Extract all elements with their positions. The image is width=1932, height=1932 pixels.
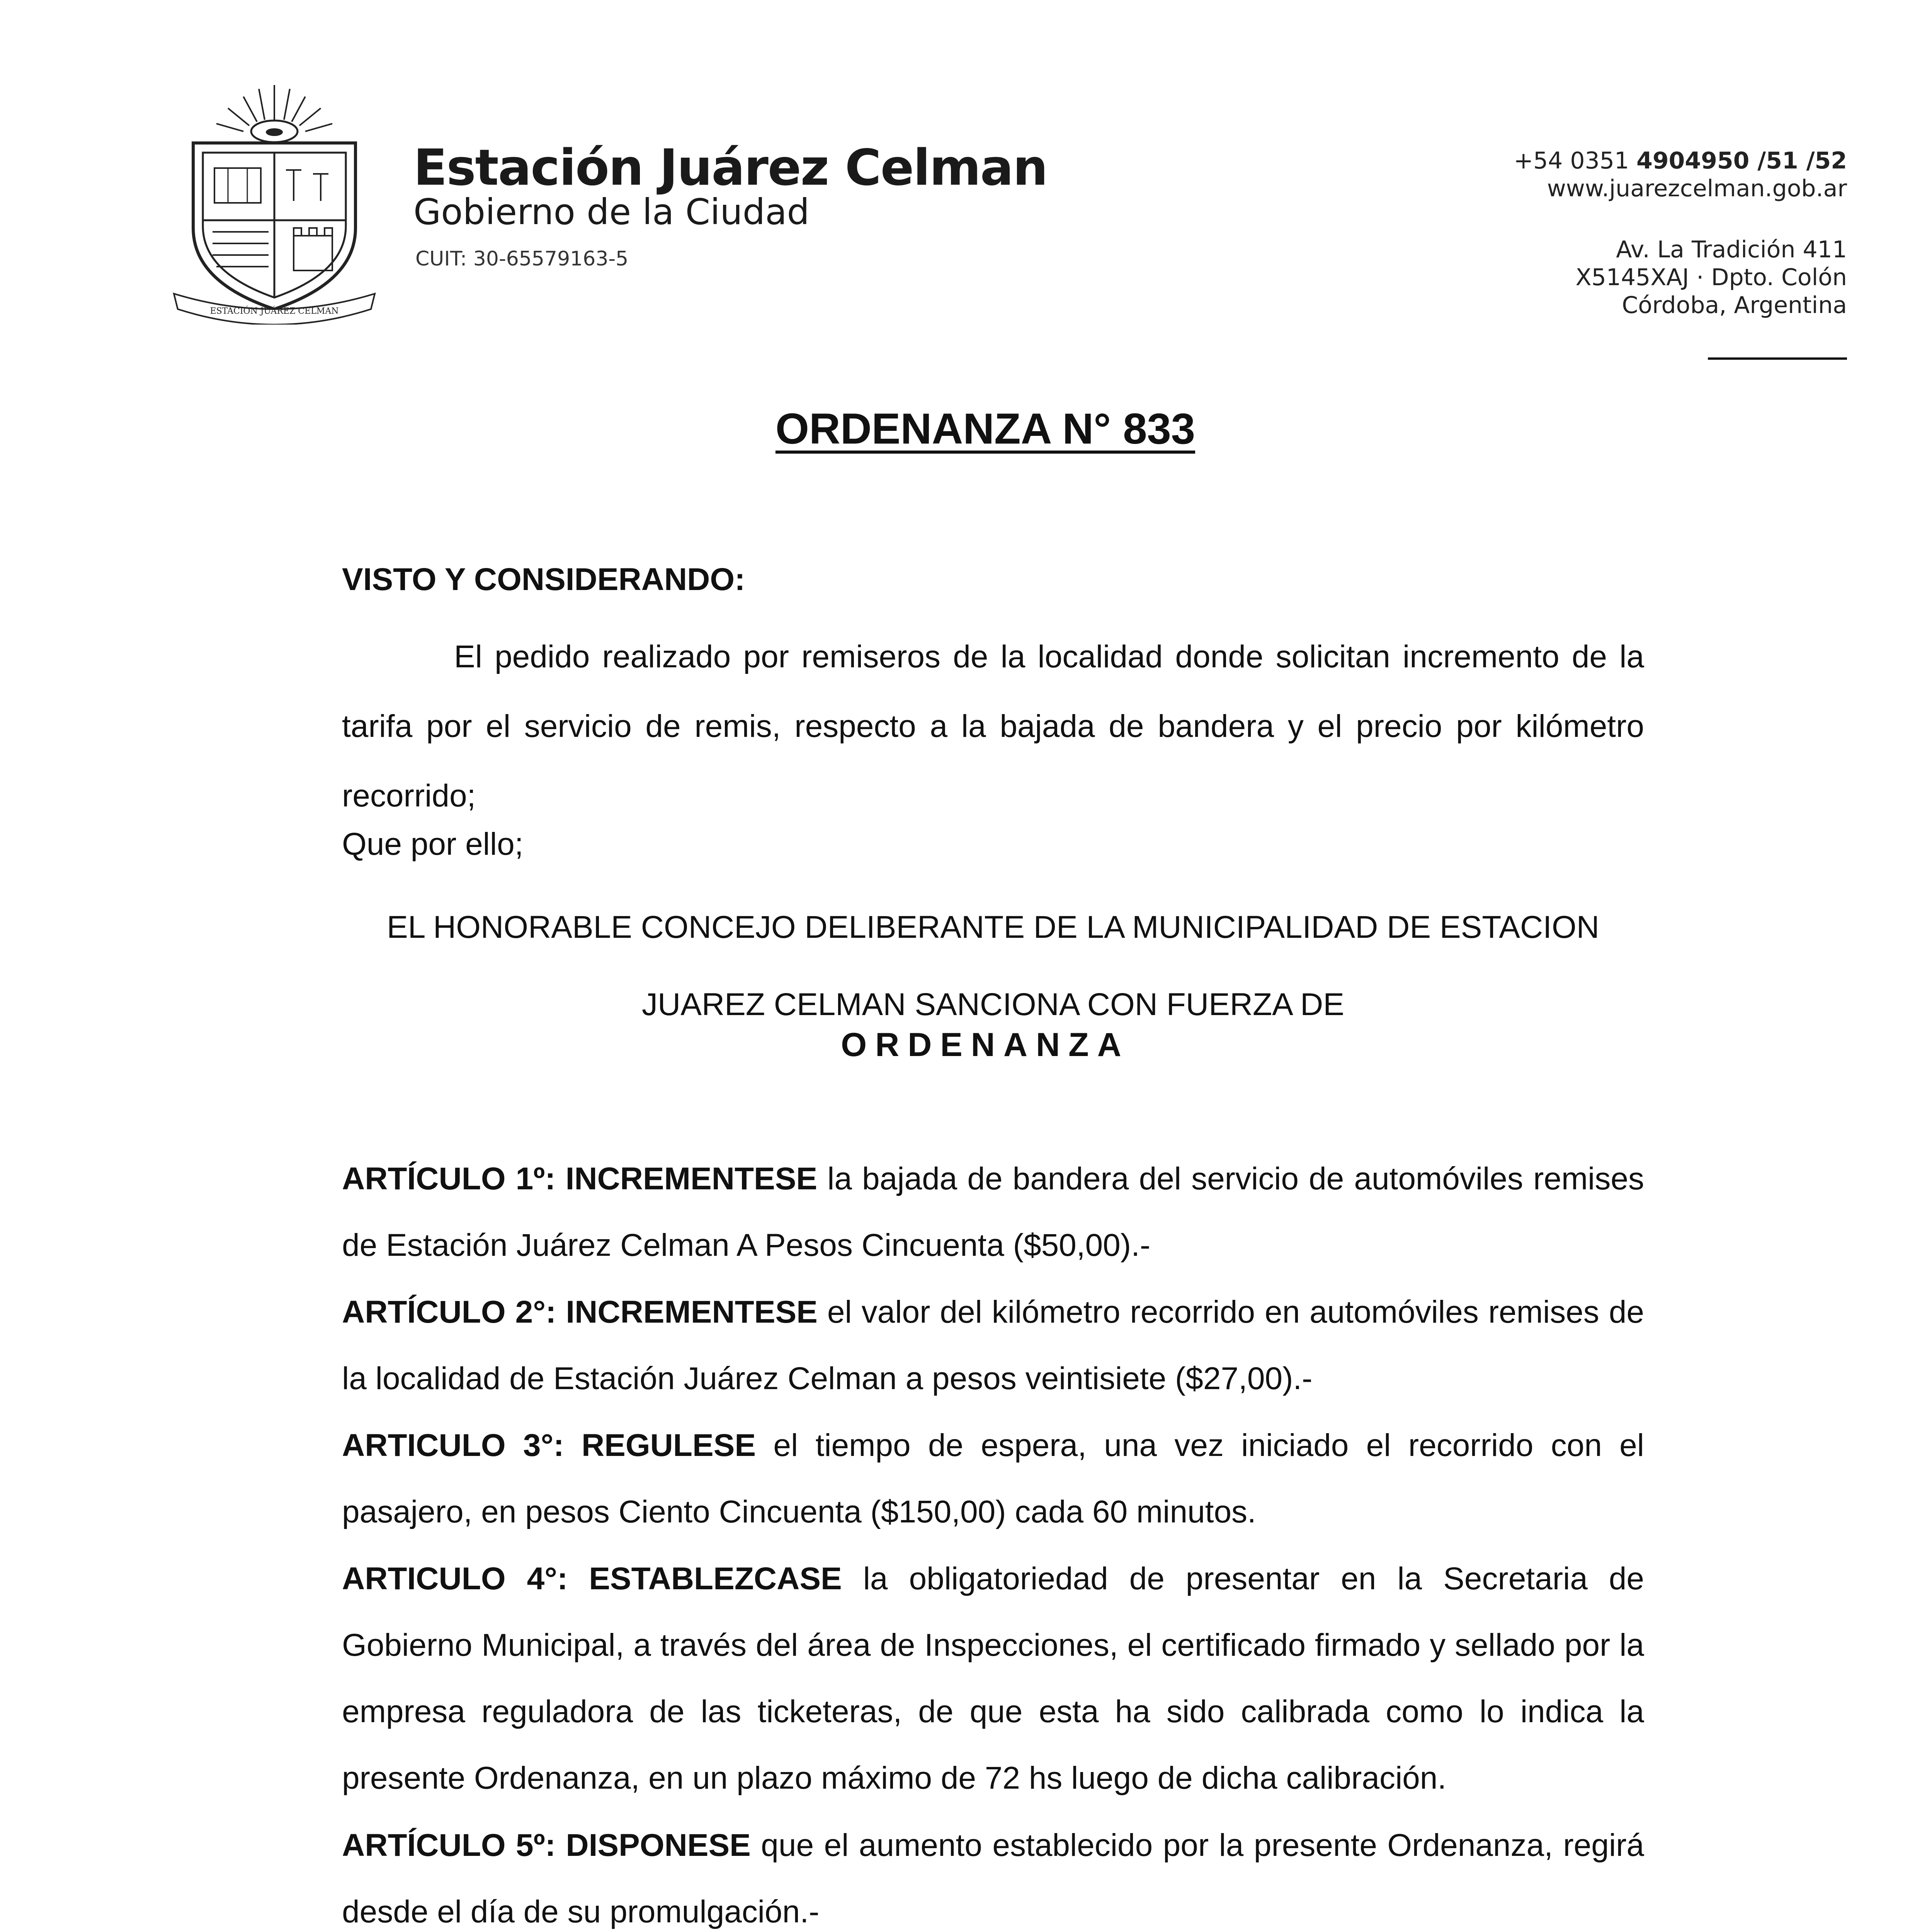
article-label: ARTICULO 3°: [342,1428,564,1463]
article-text: el valor del kilómetro recorrido en automóviles remises de la localidad de Estación Juárez Celman a pesos veintisiete ($27,00).- [342,1294,1644,1396]
article-label: ARTÍCULO 5º: [342,1828,556,1863]
document-title-wrap [0,404,1932,454]
article-text: que el aumento establecido por la presente Ordenanza, regirá desde el día de su promulgación.- [342,1828,1644,1929]
address-line: Av. La Tradición 411 [1616,236,1847,263]
article [342,1146,1644,1279]
address-line: Córdoba, Argentina [1622,292,1847,319]
phone-ext: /51 /52 [1749,147,1847,174]
ordenanza-heading: ORDENANZA [841,1026,1130,1063]
article-label: ARTÍCULO 1º: [342,1161,556,1196]
article [342,1546,1644,1811]
phone-line [1514,147,1847,175]
header-divider [1708,357,1847,360]
article [342,1812,1644,1932]
article-verb: INCREMENTESE [566,1294,818,1330]
sanction-statement: EL HONORABLE CONCEJO DELIBERANTE DE LA MUNICIPALIDAD DE ESTACION JUAREZ CELMAN SANCIONA CON FUERZA DE [387,910,1599,1022]
address-line: X5145XAJ · Dpto. Colón [1575,264,1847,291]
org-subtitle: Gobierno de la Ciudad [413,191,810,233]
article [342,1279,1644,1412]
article-label: ARTÍCULO 2°: [342,1294,556,1330]
article-verb: DISPONESE [566,1828,751,1863]
contact-block [1514,147,1847,202]
article-verb: INCREMENTESE [565,1161,818,1196]
crest-ribbon-text: ESTACIÓN JUÁREZ CELMAN [210,306,339,316]
org-name: Estación Juárez Celman [413,139,1048,197]
article-text: la bajada de bandera del servicio de automóviles remises de Estación Juárez Celman A Pesos Cincuenta ($50,00).- [342,1161,1644,1263]
considerando-paragraph: El pedido realizado por remiseros de la localidad donde solicitan incremento de la tarifa por el servicio de remis, respecto a la bajada de bandera y el precio por kilómetro recorrido; [342,639,1644,813]
article [342,1412,1644,1545]
phone-main: 4904950 [1636,147,1750,174]
que-por-ello: Que por ello; [342,827,524,862]
document-title: ORDENANZA N° 833 [775,405,1196,453]
phone-prefix: +54 0351 [1514,147,1637,174]
visto-heading: VISTO Y CONSIDERANDO: [342,562,745,597]
municipal-crest-logo [170,77,379,325]
article-text: el tiempo de espera, una vez iniciado el recorrido con el pasajero, en pesos Ciento Cincuenta ($150,00) cada 60 minutos. [342,1428,1644,1529]
article-text: la obligatoriedad de presentar en la Secretaria de Gobierno Municipal, a través del área de Inspecciones, el certificado firmado y sellado por la empresa reguladora de las ticketeras, de que esta ha sido calibrada como lo indica la presente Ordenanza, en un plazo máximo de 72 hs luego de dicha calibración. [342,1561,1644,1796]
article-label: ARTICULO 4°: [342,1561,568,1596]
article-verb: REGULESE [581,1428,756,1463]
article-verb: ESTABLEZCASE [589,1561,842,1596]
website: www.juarezcelman.gob.ar [1547,175,1847,202]
address-block [1576,236,1847,319]
org-cuit: CUIT: 30-65579163-5 [415,247,629,270]
